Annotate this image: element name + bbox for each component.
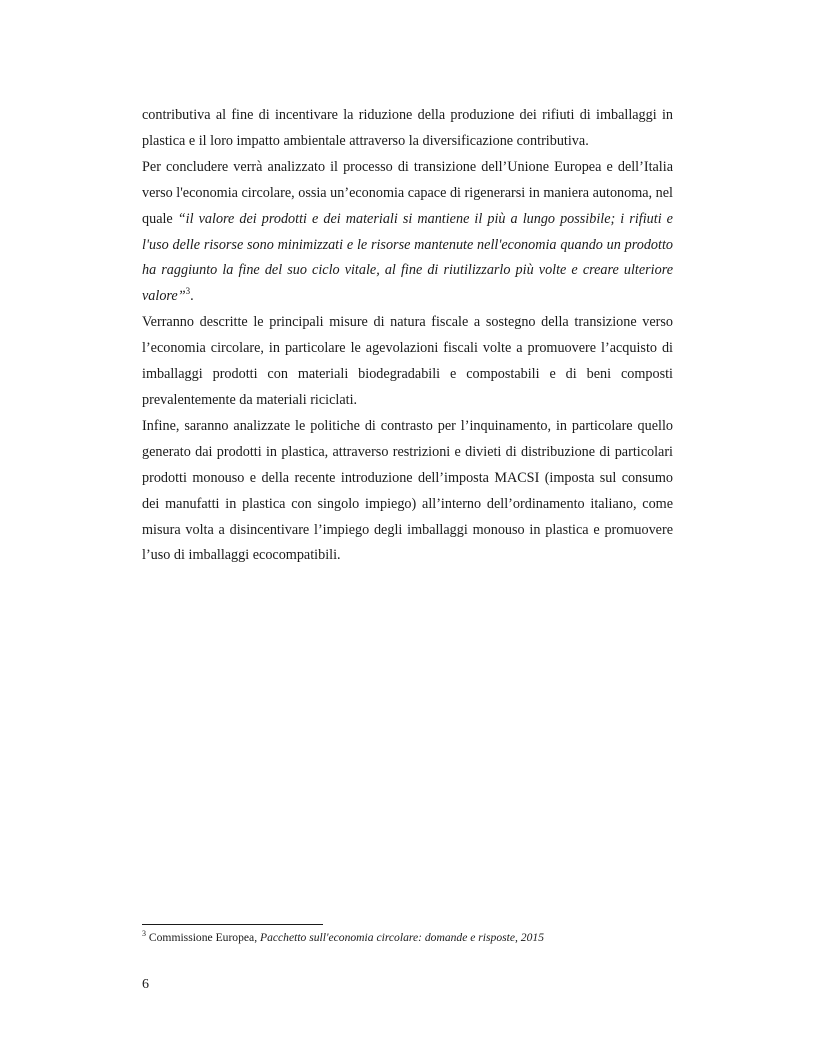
footnote-title: Pacchetto sull'economia circolare: domande e risposte, 2015 (260, 931, 544, 944)
paragraph-4: Infine, saranno analizzate le politiche di contrasto per l’inquinamento, in particolare quello generato dai prodotti in plastica, attraverso restrizioni e divieti di distribuzione di particolari prodotti monouso e della recente introduzione dell’imposta MACSI (imposta sul consumo dei manufatti in plastica con singolo impiego) all’interno dell’ordinamento italiano, come misura volta a disincentivare l’impiego degli imballaggi monouso in plastica e promuovere l’uso di imballaggi ecocompatibili. (142, 417, 673, 564)
footnote-reference[interactable]: 3 (185, 286, 191, 297)
paragraph-1: contributiva al fine di incentivare la riduzione della produzione dei rifiuti di imballaggi in plastica e il loro impatto ambientale attraverso la diversificazione contributiva. (142, 107, 673, 149)
paragraph-2 (142, 155, 673, 310)
footnote-author: Commissione Europea, (146, 931, 260, 944)
footnote-number: 3 (142, 929, 146, 938)
footnote (142, 930, 702, 946)
commission-quote: “il valore dei prodotti e dei materiali si mantiene il più a lungo possibile; i rifiuti e l'uso delle risorse sono minimizzati e le risorse mantenute nell'economia quando un prodotto ha raggiunto la fine del suo ciclo vitale, al fine di riutilizzarlo più volte e creare ulteriore valore” (142, 210, 673, 305)
body-text (142, 103, 673, 569)
paragraph-2-end: . (190, 288, 194, 305)
page-number: 6 (142, 977, 149, 992)
footnote-separator (142, 924, 323, 925)
paragraph-2-intro: Per concludere verrà analizzato il processo di transizione dell’Unione Europea e dell’Italia verso l'economia circolare, ossia un’economia capace di rigenerarsi in maniera autonoma, nel quale (142, 158, 673, 227)
paragraph-3: Verranno descritte le principali misure di natura fiscale a sostegno della transizione verso l’economia circolare, in particolare le agevolazioni fiscali volte a promuovere l’acquisto di imballaggi prodotti con materiali biodegradabili e compostabili e di beni composti prevalentemente da materiali riciclati. (142, 314, 673, 408)
